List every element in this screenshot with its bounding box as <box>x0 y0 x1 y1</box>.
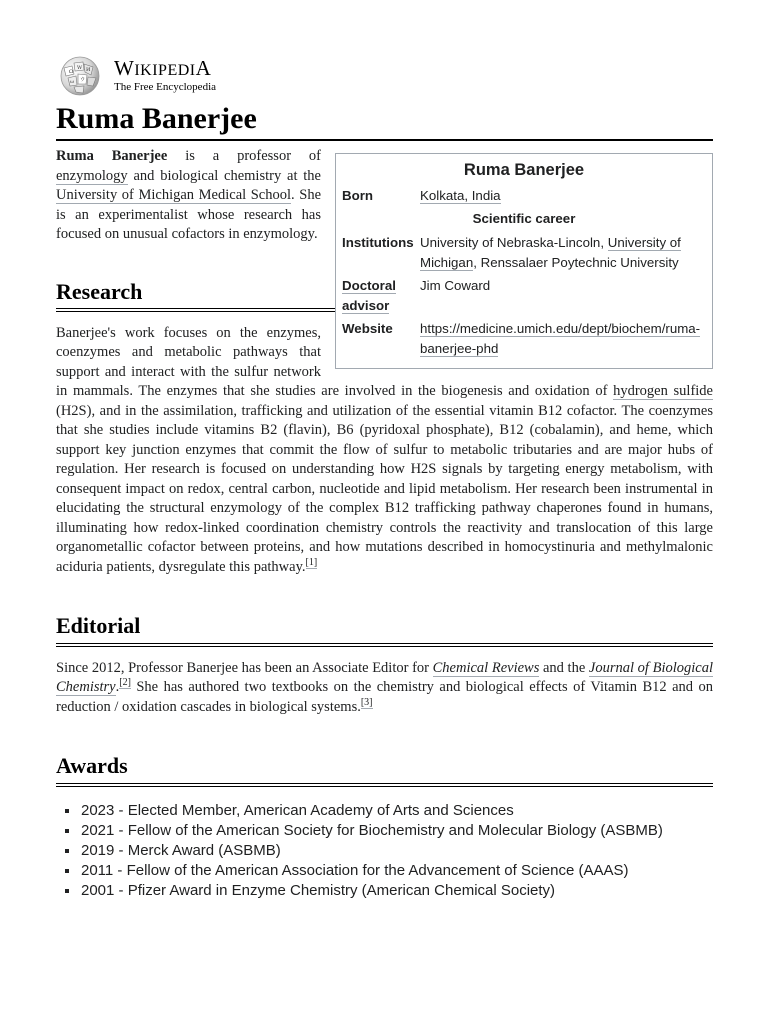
svg-text:ウ: ウ <box>80 77 86 83</box>
intro-paragraph: Ruma Banerjee is a professor of enzymology and biological chemistry at the University of Michigan Medical School. She is an experimentalist whose research has focused on unusual cofactors in enzymology. <box>56 148 321 242</box>
infobox-row-born <box>342 186 706 206</box>
editorial-heading: Editorial <box>56 613 713 646</box>
wordmark-tagline: The Free Encyclopedia <box>114 80 217 93</box>
infobox-title: Ruma Banerjee <box>463 161 585 179</box>
article-page <box>56 50 713 901</box>
list-item: ▪ 2019 - Merck Award (ASBMB) <box>80 841 713 861</box>
subject-name: Ruma Banerjee <box>56 148 168 164</box>
svg-text:Ω: Ω <box>69 69 74 75</box>
research-heading: Research <box>56 279 713 312</box>
infobox-row-institutions <box>342 233 706 273</box>
article-content <box>56 147 713 901</box>
institutions-text: University of Nebraska-Lincoln, <box>420 235 608 250</box>
editorial-section <box>56 613 713 717</box>
institutions-text-2: , Renssalaer Poytechnic University <box>473 255 679 270</box>
list-item: ▪ 2001 - Pfizer Award in Enzyme Chemistry (American Chemical Society) <box>80 881 713 901</box>
infobox-row-website <box>342 319 706 359</box>
page-title: Ruma Banerjee <box>56 100 713 141</box>
awards-list <box>56 801 713 901</box>
list-item: ▪ 2011 - Fellow of the American Association for the Advancement of Science (AAAS) <box>80 861 713 881</box>
chemical-reviews-link[interactable]: Chemical Reviews <box>432 659 540 676</box>
website-link[interactable]: https://medicine.umich.edu/dept/biochem/ruma-banerjee-phd <box>420 321 701 356</box>
hydrogen-sulfide-link[interactable]: hydrogen sulfide <box>613 383 713 400</box>
jbc-link[interactable]: Journal of Biological Chemistry <box>56 659 713 696</box>
wikipedia-logo[interactable] <box>56 50 713 100</box>
born-link[interactable]: Kolkata, India <box>420 188 501 203</box>
editorial-paragraph: Since 2012, Professor Banerjee has been an Associate Editor for Chemical Reviews and the Journal of Biological Chemistry.[2] She has authored two textbooks on the chemistry and biological effects of Vitamin B12 and on reduction / oxidation cascades in biological systems.[3] <box>56 659 713 715</box>
awards-section <box>56 753 713 900</box>
wikipedia-globe-icon <box>56 54 104 96</box>
enzymology-link[interactable]: enzymology <box>56 167 128 184</box>
svg-text:ω: ω <box>70 79 75 85</box>
reference-1-link[interactable]: [1] <box>305 556 318 568</box>
infobox-row-advisor <box>342 276 706 316</box>
svg-text:И: И <box>86 67 91 73</box>
university-link[interactable]: University of Michigan Medical School <box>56 187 292 203</box>
list-item: ▪ 2023 - Elected Member, American Academy of Arts and Sciences <box>80 801 713 821</box>
wordmark <box>114 55 217 93</box>
research-paragraph: Banerjee's work focuses on the enzymes, coenzymes and metabolic pathways that support and interact with the sulfur network in mammals. The enzymes that she studies are involved in the biogenesis and oxidation of hydrogen sulfide (H2S), and in the assimilation, trafficking and utilization of the essential vitamin B12 cofactor. The coenzymes that she studies include vitamins B2 (flavin), B6 (pyridoxal phosphate), B12 (cobalamin), and heme, which support key junction enzymes that commit the flow of sulfur to metabolic tributaries and are major hubs of regulation. Her research is focused on understanding how H2S signals by targeting energy metabolism, with consequent impact on redox, central carbon, nucleotide and lipid metabolism. Her research been instrumental in elucidating the structural enzymology of the complex B12 trafficking pathway chaperones found in humans, illuminating how redox-linked coordination chemistry controls the reactivity and translocation of this large organometallic cofactor between proteins, and how mutations described in homocystinuria and methylmalonic aciduria patients, dysregulate this pathway.[1] <box>56 324 713 575</box>
infobox-label-institutions: Institutions <box>342 235 414 250</box>
svg-text:W: W <box>77 65 83 71</box>
infobox-label-advisor[interactable]: Doctoral advisor <box>342 278 396 313</box>
infobox-header-career: Scientific career <box>472 211 576 226</box>
institution-umich-link[interactable]: University of Michigan <box>420 235 681 270</box>
infobox-label-born: Born <box>342 188 374 203</box>
infobox <box>335 153 713 369</box>
infobox-label-website: Website <box>342 321 393 336</box>
advisor-value: Jim Coward <box>420 278 491 293</box>
awards-heading: Awards <box>56 753 713 786</box>
reference-2-link[interactable]: [2] <box>119 677 131 689</box>
wordmark-title: WIKIPEDIA <box>114 55 212 80</box>
reference-3-link[interactable]: [3] <box>360 696 373 708</box>
list-item: ▪ 2021 - Fellow of the American Society for Biochemistry and Molecular Biology (ASBMB) <box>80 821 713 841</box>
